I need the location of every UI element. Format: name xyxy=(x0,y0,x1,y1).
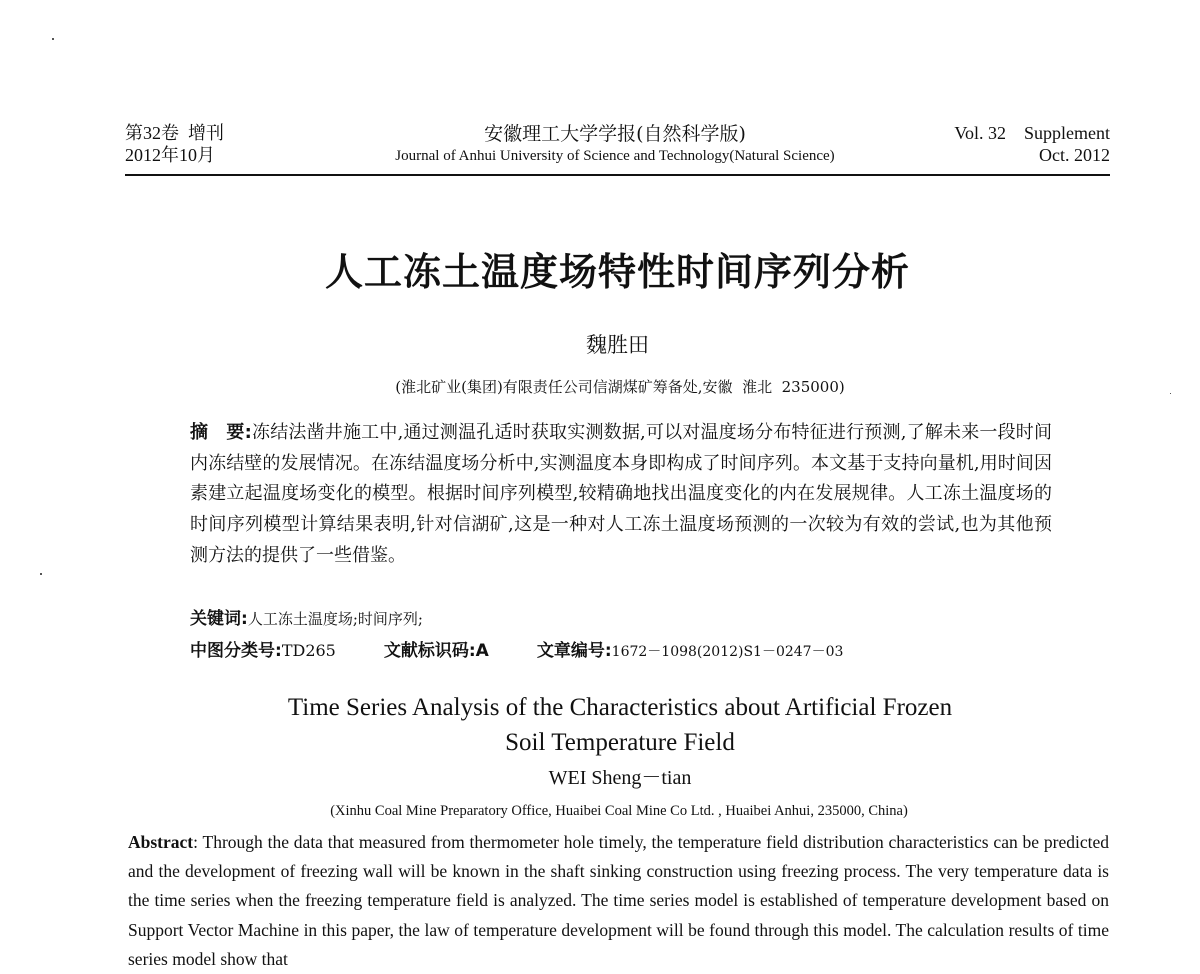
header-date-cn: 2012年10月 xyxy=(125,145,215,165)
abstract-en-text: Through the data that measured from thermometer hole timely, the temperature field distribution characteristics can be predicted and the development of freezing wall will be known in the shaft sinking construction using freezing process. The very temperature data is the time series when the freezing temperature field is analyzed. The time series model is established of temperature development based on Support Vector Machine in this paper, the law of temperature development will be found through this model. The calculation results of time series model show that xyxy=(128,832,1109,969)
article-number-label: 文章编号: xyxy=(536,641,612,661)
abstract-en xyxy=(128,828,1109,974)
doc-code-label: 文献标识码: xyxy=(383,641,476,661)
clc-label: 中图分类号: xyxy=(190,641,282,661)
paper-title-en-line2: Soil Temperature Field xyxy=(505,729,735,756)
classification-line xyxy=(190,638,1050,665)
journal-name-en: Journal of Anhui University of Science and Technology(Natural Science) xyxy=(395,148,835,164)
running-header xyxy=(125,122,1110,172)
doc-code-value: A xyxy=(475,641,489,661)
keywords-text: 人工冻土温度场;时间序列; xyxy=(247,610,423,628)
article-number-value: 1672－1098(2012)S1－0247－03 xyxy=(611,644,844,660)
scan-speck xyxy=(40,573,42,575)
author-en: WEI Sheng－tian xyxy=(548,767,692,789)
header-rule xyxy=(125,174,1110,176)
abstract-cn-text: 冻结法凿井施工中,通过测温孔适时获取实测数据,可以对温度场分布特征进行预测,了解未来一段时间内冻结壁的发展情况。在冻结温度场分析中,实测温度本身即构成了时间序列。本文基于支持向量机,用时间因素建立起温度场变化的模型。根据时间序列模型,较精确地找出温度变化的内在发展规律。人工冻土温度场的时间序列模型计算结果表明,针对信湖矿,这是一种对人工冻土温度场预测的一次较为有效的尝试,也为其他预测方法的提供了一些借鉴。 xyxy=(190,422,1052,566)
abstract-en-sep: : xyxy=(193,832,203,852)
author-cn: 魏胜田 xyxy=(586,333,649,357)
affiliation-en: (Xinhu Coal Mine Preparatory Office, Huaibei Coal Mine Co Ltd. , Huaibei Anhui, 235000, China) xyxy=(330,803,908,819)
header-volume-en xyxy=(954,122,1110,166)
header-volume-cn xyxy=(125,122,224,166)
abstract-cn xyxy=(190,418,1052,572)
abstract-cn-label: 摘 要: xyxy=(190,422,252,443)
scan-speck xyxy=(52,38,54,40)
affiliation-cn: (淮北矿业(集团)有限责任公司信湖煤矿筹备处,安徽 淮北 235000) xyxy=(395,378,845,396)
header-journal xyxy=(350,122,880,166)
keywords-label: 关键词: xyxy=(190,609,248,629)
clc-value: TD265 xyxy=(281,641,336,660)
header-date-en: Oct. 2012 xyxy=(1039,145,1110,165)
header-volume-cn-text: 第32卷 增刊 xyxy=(125,123,224,143)
journal-name-cn: 安徽理工大学学报(自然科学版) xyxy=(484,123,746,145)
paper-title-en xyxy=(0,690,1200,760)
abstract-en-label: Abstract xyxy=(128,832,194,852)
keywords-cn xyxy=(190,606,1050,632)
paper-title-en-line1: Time Series Analysis of the Characteristics about Artificial Frozen xyxy=(287,694,953,721)
header-volume-en-text: Vol. 32 Supplement xyxy=(954,123,1110,143)
paper-title-cn: 人工冻土温度场特性时间序列分析 xyxy=(324,250,910,294)
